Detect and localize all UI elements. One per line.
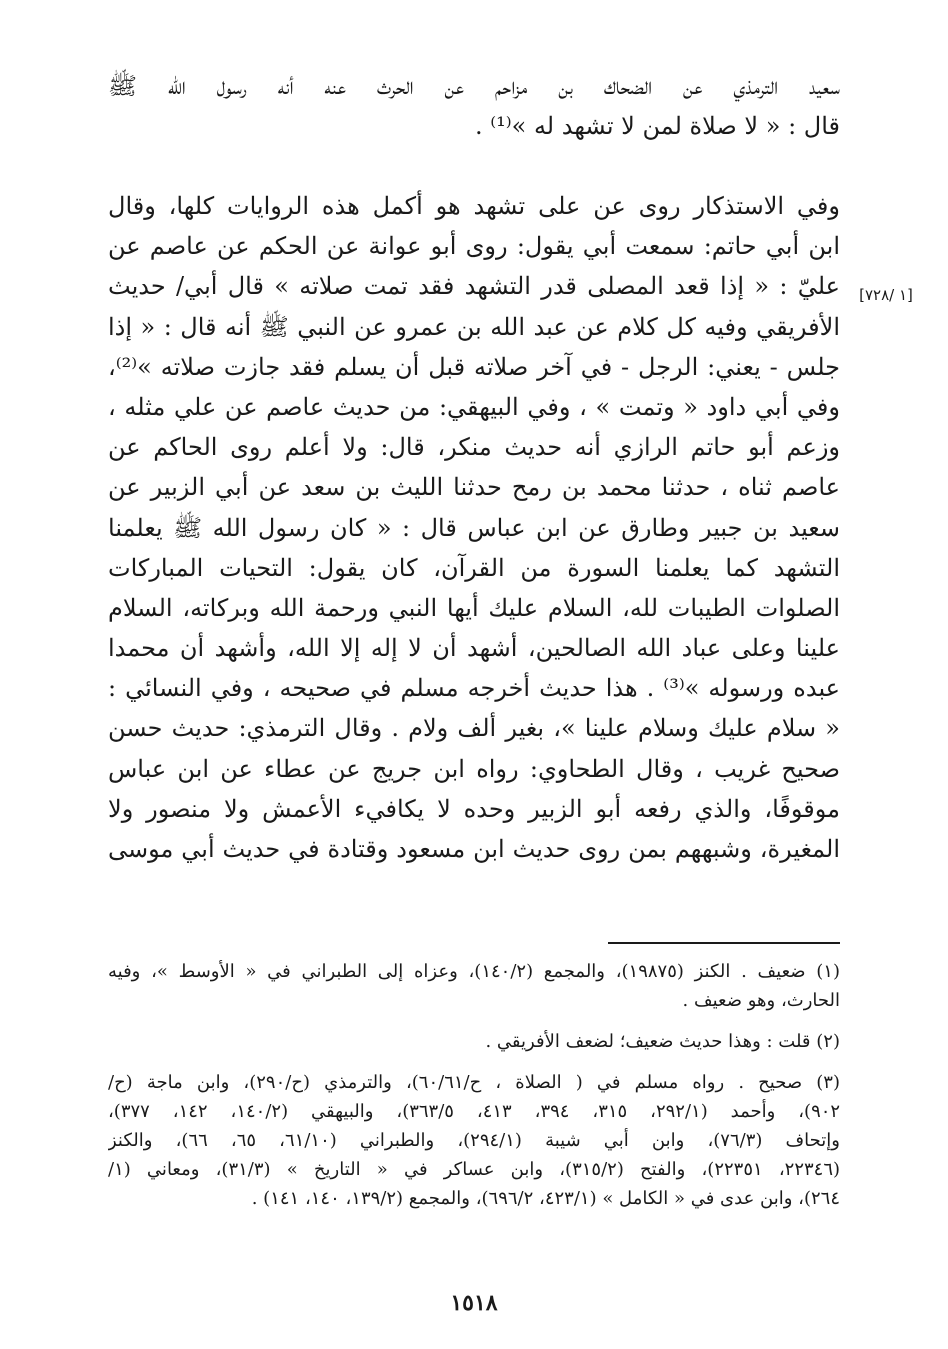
footnote-3 xyxy=(108,1068,840,1213)
text-line: الأفريقي وفيه كل كلام عن عبد الله بن عمرو عن النبي ﷺ أنه قال : « إذا xyxy=(108,312,840,341)
text-line: المغيرة، وشبههم بمن روى حديث ابن مسعود وقتادة في حديث أبي موسى xyxy=(108,835,840,863)
footnote-line: (٢٢٣٤٦، ٢٢٣٥١)، والفتح (٣١٥/٢)، وابن عساكر في « التاريخ » (٣١/٣)، ومعاني (١/ xyxy=(108,1159,840,1180)
intro-paragraph xyxy=(108,66,840,146)
text-line: سعيد الترمذي عن الضحاك بن مزاحم عن الحرث عنه أنه رسول الله ﷺ xyxy=(108,72,840,100)
footnote-line: وإتحاف (٧٦/٣)، وابن أبي شيبة (٢٩٤/١)، والطبراني (٦١/١٠، ٦٥، ٦٦)، والكنز xyxy=(108,1130,840,1151)
text-line: موقوفًا، والذي رفعه أبو الزبير وحده لا يكافيء الأعمش ولا منصور ولا xyxy=(108,794,840,823)
text-line: وفي أبي داود « وتمت » ، وفي البيهقي: من حديث عاصم عن علي مثله ، xyxy=(108,392,840,421)
footnotes xyxy=(108,957,840,1213)
footnote-line: (٣) صحيح . رواه مسلم في ( الصلاة ، ح/٦٠/٦١)، والترمذي (ح/٢٩٠)، وابن ماجة (ح/ xyxy=(108,1072,840,1093)
text-line: عبده ورسوله »⁽³⁾ . هذا حديث أخرجه مسلم في صحيحه ، وفي النسائي : xyxy=(108,674,840,703)
text-line: سعيد بن جبير وطارق عن ابن عباس قال : « كان رسول الله ﷺ يعلمنا xyxy=(108,513,840,542)
text-line: جلس - يعني: الرجل - في آخر صلاته قبل أن يسلم فقد جازت صلاته »⁽²⁾، xyxy=(108,352,840,381)
text-line: قال : « لا صلاة لمن لا تشهد له »⁽¹⁾ . xyxy=(474,112,840,141)
footnote-line: ٢٦٤)، وابن عدى في « الكامل » (٤٢٣/١، ٦٩٦/٢)، والمجمع (١٣٩/٢، ١٤٠، ١٤١) . xyxy=(251,1188,840,1209)
footnote-line: (٢) قلت : وهذا حديث ضعيف؛ لضعف الأفريقي . xyxy=(485,1031,840,1052)
footnote-line: الحارث، وهو ضعيف . xyxy=(682,990,840,1011)
footnote-line: ٩٠٢)، وأحمد (٢٩٢/١، ٣١٥، ٣٩٤، ٤١٣، ٣٦٣/٥)، والبيهقي (١٤٠/٢، ١٤٢، ٣٧٧)، xyxy=(108,1101,840,1122)
text-line: عاصم ثناه ، حدثنا محمد بن رمح حدثنا الليث بن سعد عن أبي الزبير عن xyxy=(108,473,840,502)
text-line: وفي الاستذكار روى عن على تشهد هو أكمل هذه الروايات كلها، وقال xyxy=(108,192,840,220)
text-line: وزعم أبو حاتم الرازي أنه حديث منكر، قال: ولا أعلم روى الحاكم عن xyxy=(108,433,840,462)
main-paragraph xyxy=(108,186,840,869)
footnote-line: (١) ضعيف . الكنز (١٩٨٧٥)، والمجمع (١٤٠/٢)، وعزاه إلى الطبراني في « الأوسط »، وفيه xyxy=(108,961,840,982)
text-line: عليّ : « إذا قعد المصلى قدر التشهد فقد تمت صلاته » قال أبي/ حديث xyxy=(108,272,840,301)
footnote-1 xyxy=(108,957,840,1015)
text-line: علينا وعلى عباد الله الصالحين، أشهد أن لا إله إلا الله، وأشهد أن محمدا xyxy=(108,634,840,663)
text-line: صحيح غريب ، وقال الطحاوي: رواه ابن جريج عن عطاء عن ابن عباس xyxy=(108,754,840,783)
text-line: التشهد كما يعلمنا السورة من القرآن، كان يقول: التحيات المباركات xyxy=(108,553,840,582)
text-line: ابن أبي حاتم: سمعت أبي يقول: روى أبو عوانة عن الحكم عن عاصم عن xyxy=(108,232,840,261)
footnote-2 xyxy=(108,1027,840,1056)
margin-reference: [١ /٧٢٨] xyxy=(859,286,913,304)
page-number: ١٥١٨ xyxy=(450,1290,498,1316)
footnote-separator xyxy=(608,942,840,944)
text-line: الصلوات الطيبات لله، السلام عليك أيها النبي ورحمة الله وبركاته، السلام xyxy=(108,593,840,622)
text-line: « سلام عليك وسلام علينا »، بغير ألف ولام . وقال الترمذي: حديث حسن xyxy=(108,714,840,743)
